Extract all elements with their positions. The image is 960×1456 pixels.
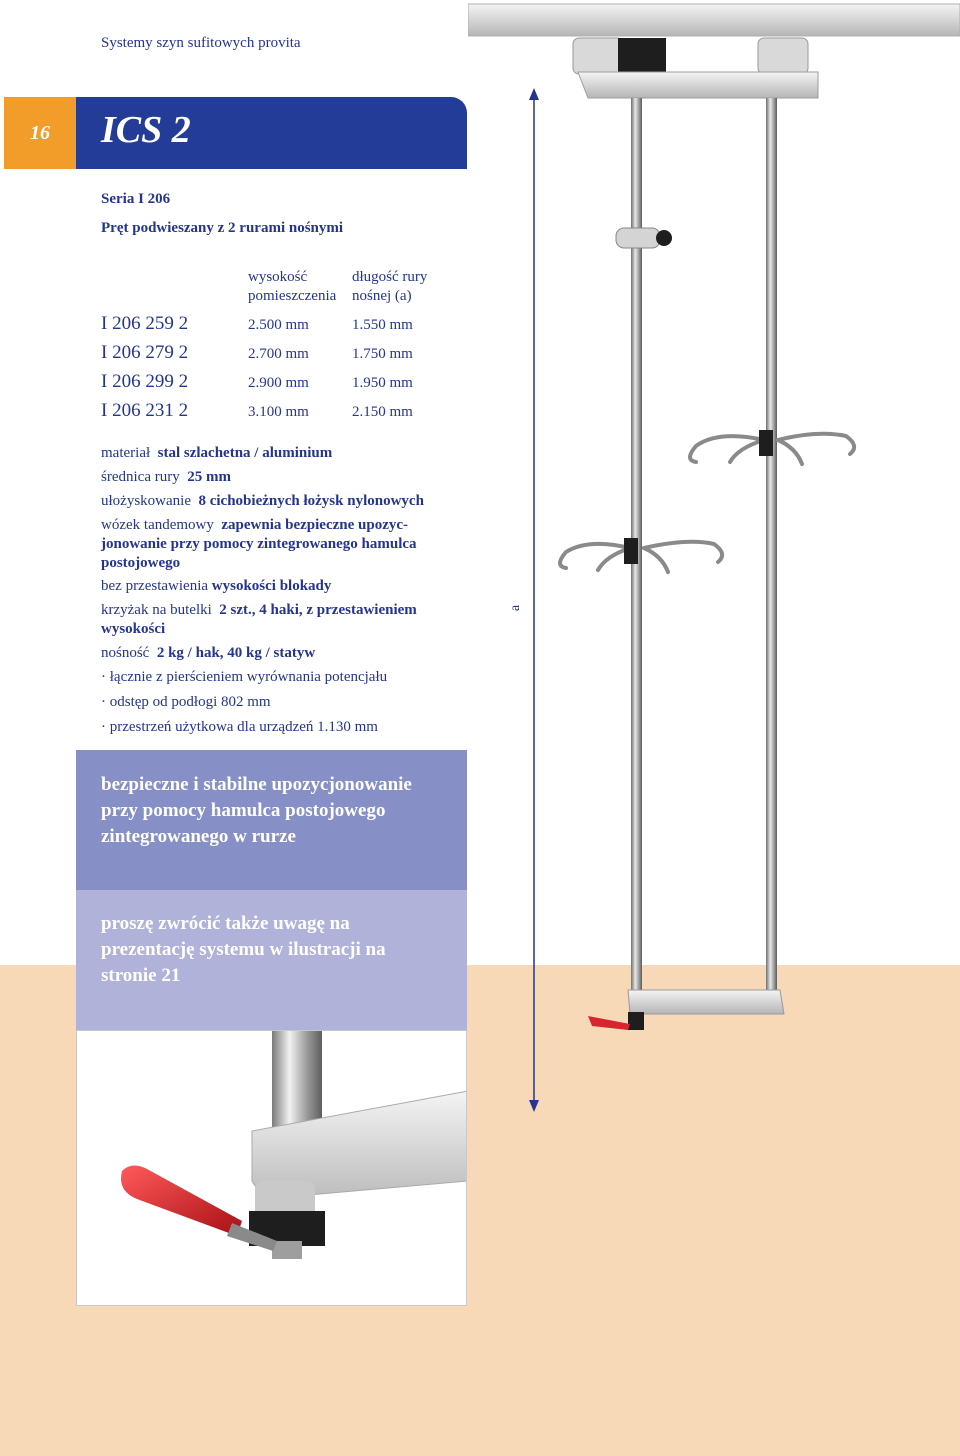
table-row-length: 1.550 mm: [352, 317, 413, 333]
product-description: Pręt podwieszany z 2 rurami nośnymi: [101, 220, 344, 236]
spec-load: nośność 2 kg / hak, 40 kg / statyw: [101, 645, 316, 661]
spec-material: materiał stal szlachetna / aluminium: [101, 445, 333, 461]
bottom-cross-bar: [628, 990, 784, 1014]
spec-bullet: · odstęp od podłogi 802 mm: [101, 694, 271, 710]
series-label: Seria I 206: [101, 191, 171, 207]
spec-bullet: · przestrzeń użytkowa dla urządzeń 1.130 mm: [101, 719, 378, 735]
table-row-height: 2.900 mm: [248, 375, 309, 391]
dimension-arrow-bottom-icon: [529, 1100, 539, 1112]
col-header-length: długość rury nośnej (a): [352, 269, 428, 304]
spec-bottle-cross: krzyżak na butelki 2 szt., 4 haki, z przestawieniem wysokości: [101, 602, 417, 637]
ceiling-rail: [468, 4, 960, 36]
table-row-code: I 206 259 2: [101, 313, 189, 334]
spec-bullet: · łącznie z pierścieniem wyrównania potencjału: [101, 669, 388, 685]
table-row-code: I 206 231 2: [101, 400, 189, 421]
spec-no-adjust: bez przestawienia wysokości blokady: [101, 578, 332, 594]
table-row-height: 2.500 mm: [248, 317, 309, 333]
table-row-length: 2.150 mm: [352, 404, 413, 420]
spec-bearing: ułożyskowanie 8 cichobieżnych łożysk nylonowych: [101, 493, 424, 509]
table-row-length: 1.750 mm: [352, 346, 413, 362]
support-tube-right: [766, 98, 777, 998]
table-row-length: 1.950 mm: [352, 375, 413, 391]
ceiling-pole-illustration: [468, 0, 960, 1160]
page-number: 16: [30, 122, 50, 144]
callout-text-primary: bezpieczne i stabilne upozycjonowanie przy pomocy hamulca postojowego zintegrowanego w rurze: [101, 774, 412, 847]
carriage-bar: [578, 72, 818, 98]
brake-closeup-illustration: [77, 1031, 467, 1306]
table-row-height: 2.700 mm: [248, 346, 309, 362]
parking-brake-lever: [588, 1016, 630, 1030]
col-header-height: wysokość pomieszczenia: [248, 269, 337, 304]
section-title: Systemy szyn sufitowych provita: [101, 35, 301, 51]
dimension-arrow-top-icon: [529, 88, 539, 100]
dimension-label: a: [508, 604, 523, 612]
callout-text-secondary: proszę zwrócić także uwagę na prezentację systemu w ilustracji na stronie 21: [101, 913, 386, 986]
spec-trolley: wózek tandemowy zapewnia bezpieczne upozyc- jonowanie przy pomocy zintegrowanego hamulca postojowego: [101, 517, 417, 571]
table-row-code: I 206 299 2: [101, 371, 189, 392]
table-row-height: 3.100 mm: [248, 404, 309, 420]
table-row-code: I 206 279 2: [101, 342, 189, 363]
product-title: ICS 2: [101, 109, 191, 151]
spec-diameter: średnica rury 25 mm: [101, 469, 231, 485]
brake-closeup-photo: [76, 1030, 467, 1306]
